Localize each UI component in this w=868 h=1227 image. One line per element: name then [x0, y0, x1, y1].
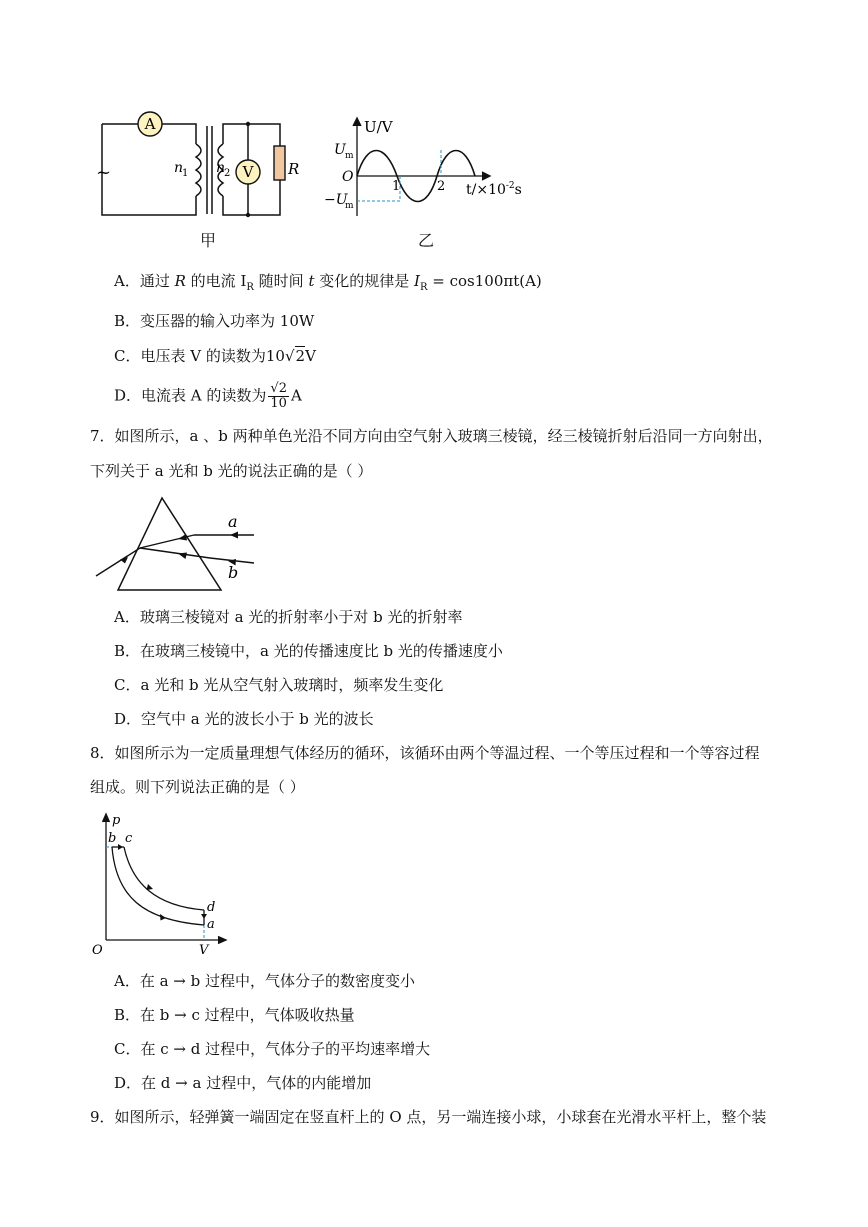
svg-text:R: R	[288, 160, 300, 178]
svg-text:1: 1	[392, 179, 401, 194]
svg-text:n: n	[216, 160, 226, 176]
wave-x-axis-label: $t/\times 10^{-2}s$	[466, 181, 522, 198]
svg-text:a: a	[207, 917, 215, 932]
q9-stem-line1: 9．如图所示，轻弹簧一端固定在竖直杆上的 O 点，另一端连接小球，小球套在光滑水平杆上，整个装	[90, 1108, 767, 1126]
q7-stem-line2: 下列关于 a 光和 b 光的说法正确的是（ ）	[90, 462, 373, 480]
figure-label-jia: 甲	[200, 231, 217, 250]
q6-option-c: C．电压表 V 的读数为10√2V	[114, 347, 316, 365]
svg-text:b: b	[228, 563, 239, 582]
svg-text:c: c	[125, 831, 133, 846]
q6-option-b: B．变压器的输入功率为 10W	[114, 312, 315, 330]
wave-figure	[320, 112, 535, 222]
svg-text:V: V	[242, 163, 254, 181]
q7-option-b: B．在玻璃三棱镜中，a 光的传播速度比 b 光的传播速度小	[114, 642, 503, 660]
q7-option-a: A．玻璃三棱镜对 a 光的折射率小于对 b 光的折射率	[114, 608, 463, 626]
q8-option-b: B．在 b → c 过程中，气体吸收热量	[114, 1006, 355, 1024]
svg-text:O: O	[92, 943, 103, 956]
q8-option-a: A．在 a → b 过程中，气体分子的数密度变小	[114, 972, 416, 990]
pv-diagram	[88, 806, 228, 956]
q7-option-d: D．空气中 a 光的波长小于 b 光的波长	[114, 710, 374, 728]
svg-text:d: d	[207, 900, 216, 915]
svg-text:b: b	[108, 831, 117, 846]
q8-option-c: C．在 c → d 过程中，气体分子的平均速率增大	[114, 1040, 431, 1058]
svg-text:2: 2	[437, 179, 446, 194]
q8-stem-line2: 组成。则下列说法正确的是（ ）	[90, 778, 305, 796]
svg-text:m: m	[345, 201, 354, 211]
svg-text:a: a	[228, 512, 238, 531]
q7-option-c: C．a 光和 b 光从空气射入玻璃时，频率发生变化	[114, 676, 444, 694]
svg-text:O: O	[342, 169, 354, 185]
svg-text:p: p	[112, 813, 121, 828]
svg-text:1: 1	[182, 168, 189, 179]
circuit-figure	[92, 108, 302, 248]
svg-text:n: n	[174, 160, 184, 176]
q6-option-a: A．通过 R 的电流 $I_R$ 随时间 t 变化的规律是 $I_R = \cos 100\pi t(A)$	[114, 272, 542, 293]
svg-text:2: 2	[224, 168, 231, 179]
svg-text:~: ~	[96, 162, 112, 183]
svg-text:−U: −U	[324, 192, 348, 208]
wave-y-axis-label: U/V	[364, 118, 393, 136]
resistor-R	[274, 146, 285, 180]
svg-text:V: V	[199, 943, 209, 956]
figure-label-yi: 乙	[418, 231, 435, 250]
svg-text:m: m	[345, 151, 354, 161]
prism-figure	[90, 492, 270, 597]
q8-stem-line1: 8．如图所示为一定质量理想气体经历的循环，该循环由两个等温过程、一个等压过程和一个等容过程	[90, 744, 760, 762]
q7-stem-line1: 7．如图所示，a 、b 两种单色光沿不同方向由空气射入玻璃三棱镜，经三棱镜折射后沿同一方向射出，	[90, 427, 773, 445]
q6-option-d: D．电流表 A 的读数为 $\frac{√2}{10}$ A	[114, 381, 302, 411]
prism-triangle	[118, 498, 221, 590]
svg-text:A: A	[144, 115, 156, 133]
svg-text:U: U	[334, 142, 346, 158]
q8-option-d: D．在 d → a 过程中，气体的内能增加	[114, 1074, 372, 1092]
